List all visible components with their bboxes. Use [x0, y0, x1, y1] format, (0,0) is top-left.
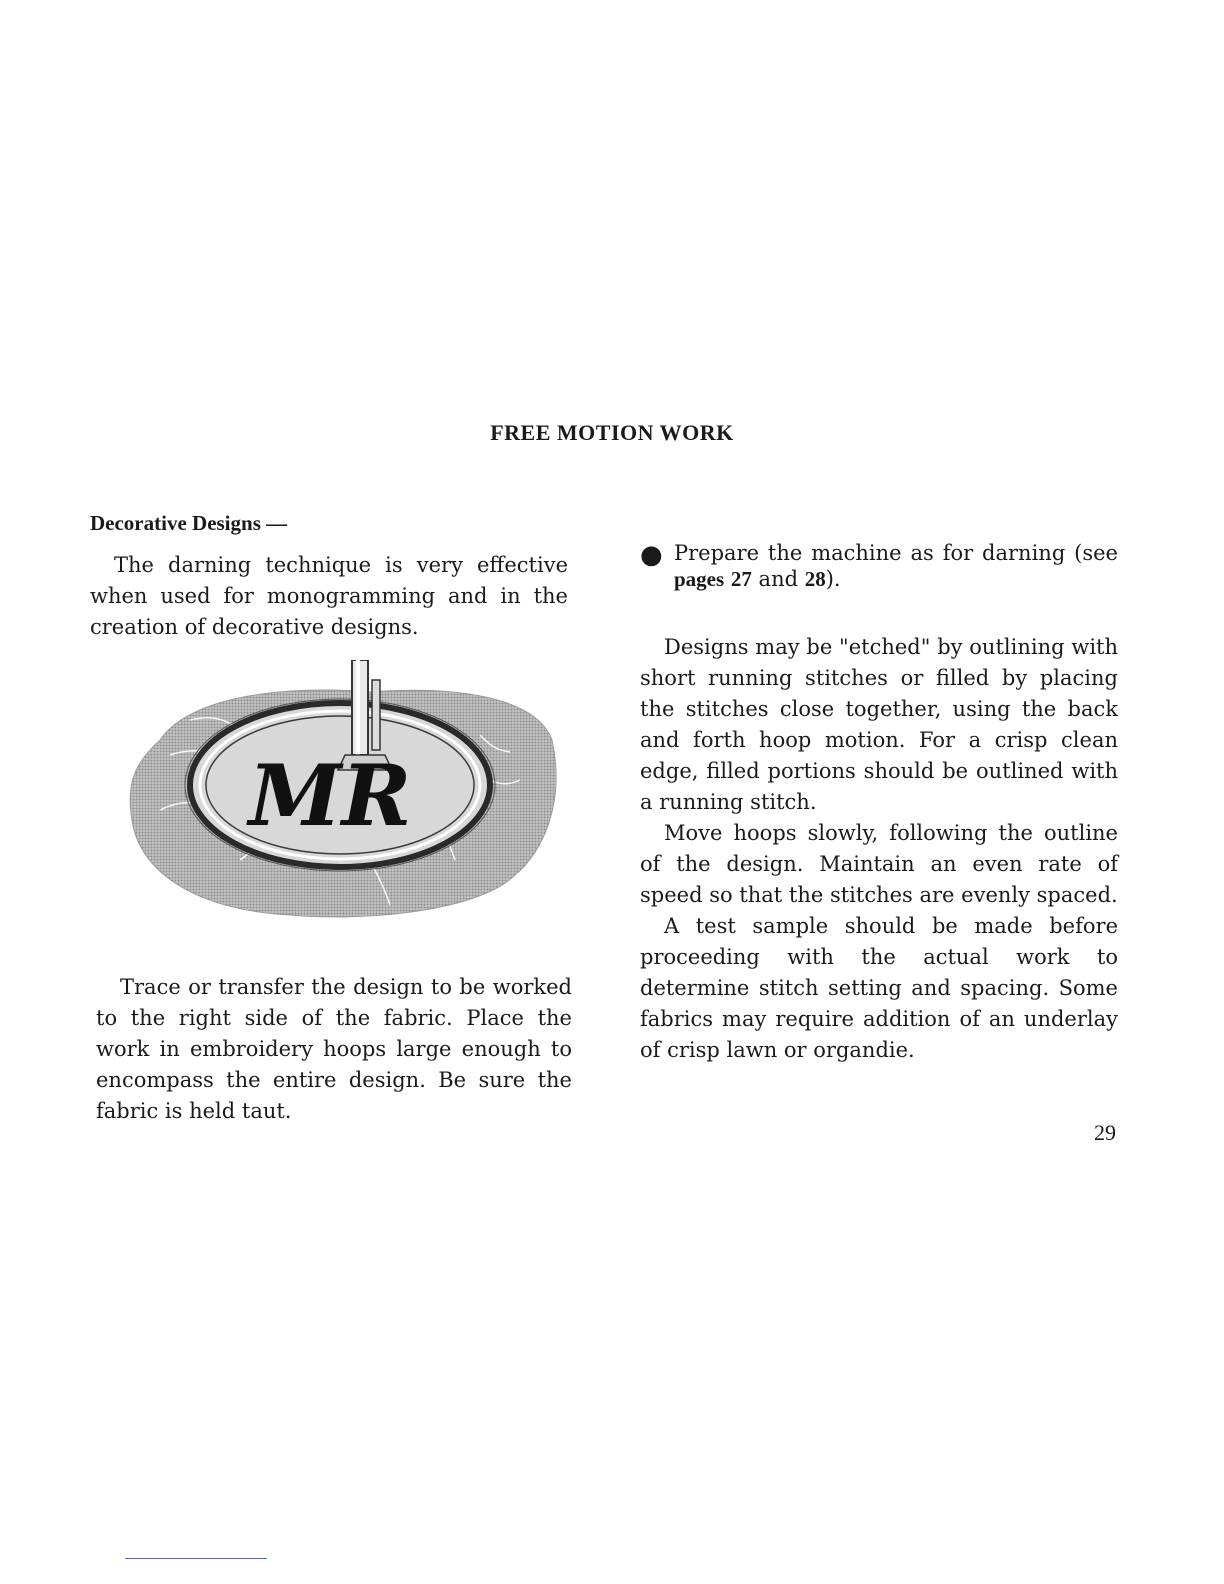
left-column: [90, 508, 568, 643]
prepare-machine-bullet: [640, 540, 1118, 592]
monogram: MR: [248, 746, 412, 845]
bullet-text: [674, 540, 1118, 592]
bullet-dot-icon: ●: [640, 540, 663, 570]
right-column: [640, 540, 1118, 1066]
page-ref-27: 27: [730, 567, 752, 591]
bullet-tail: ).: [825, 567, 841, 591]
test-sample-paragraph: A test sample should be made before proceeding with the actual work to determine stitch setting and spacing. Some fabrics may require addition of an underlay of crisp lawn or organdie.: [640, 914, 1118, 1062]
move-hoops-paragraph: Move hoops slowly, following the outline of the design. Maintain an even rate of speed so that the stitches are evenly spaced.: [640, 821, 1118, 907]
page-title: FREE MOTION WORK: [490, 420, 734, 445]
trace-paragraph: Trace or transfer the design to be worked to the right side of the fabric. Place the work in embroidery hoops large enough to encompass the entire design. Be sure the fabric is held taut.: [96, 975, 572, 1123]
intro-paragraph: The darning technique is very effective when used for monogramming and in the creation of decorative designs.: [90, 553, 568, 639]
embroidery-hoop-illustration: [120, 660, 560, 930]
bullet-and: and: [751, 567, 805, 591]
page-ref-28: 28: [804, 567, 826, 591]
section-heading-decorative-designs: Decorative Designs —: [90, 511, 288, 535]
designs-paragraph: Designs may be "etched" by outlining with short running stitches or filled by placing the stitches close together, using the back and forth hoop motion. For a crisp clean edge, filled portions should be outlined with a running stitch.: [640, 635, 1118, 814]
pages-word: pages: [674, 567, 725, 591]
trace-paragraph-block: [96, 972, 572, 1127]
bullet-lead: Prepare the machine as for darning (see: [674, 541, 1118, 565]
footer-rule: [125, 1558, 267, 1559]
page-number: 29: [1094, 1120, 1116, 1145]
